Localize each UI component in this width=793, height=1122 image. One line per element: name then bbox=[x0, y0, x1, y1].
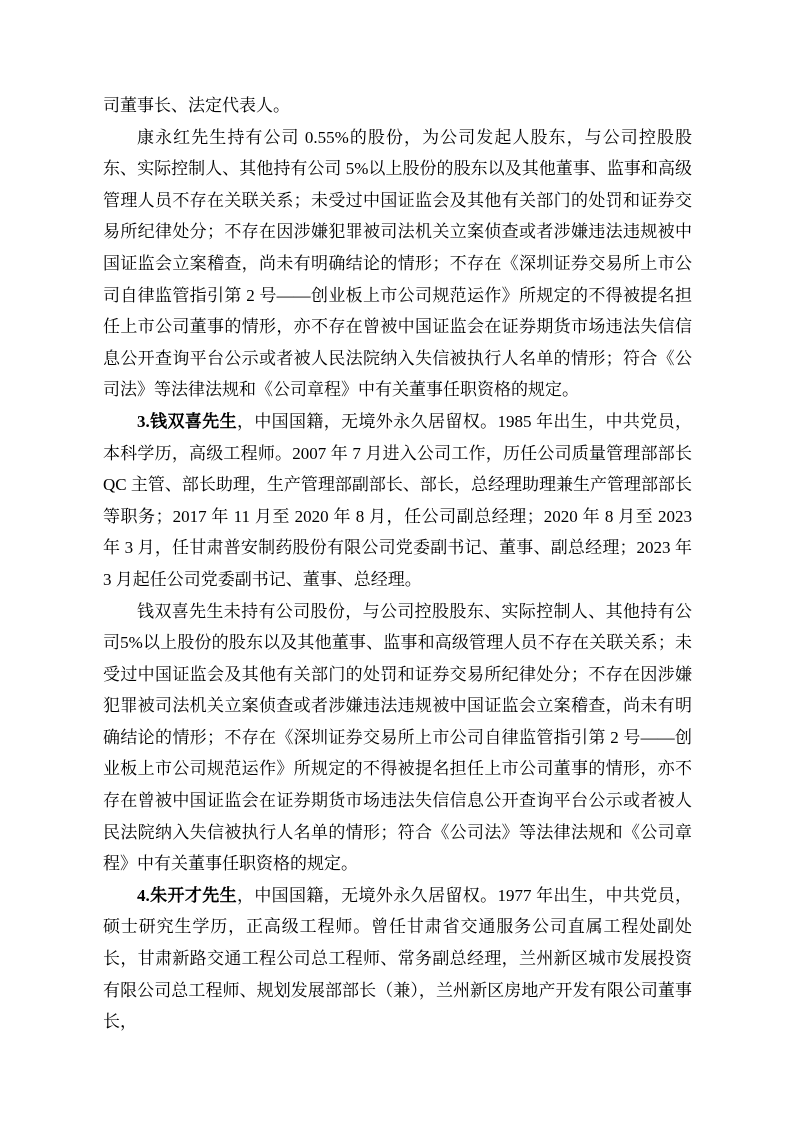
text-run: 钱双喜先生未持有公司股份，与公司控股股东、实际控制人、其他持有公司5%以上股份的股东以及其他董事、监事和高级管理人员不存在关联关系；未受过中国证监会及其他有关部门的处罚和证券交易所纪律处分；不存在因涉嫌犯罪被司法机关立案侦查或者涉嫌违法违规被中国证监会立案稽查，尚未有明确结论的情形；不存在《深圳证券交易所上市公司自律监管指引第 2 号——创业板上市公司规范运作》所规定的不得被提名担任上市公司董事的情形，亦不存在曾被中国证监会在证券期货市场违法失信信息公开查询平台公示或者被人民法院纳入失信被执行人名单的情形；符合《公司法》等法律法规和《公司章程》中有关董事任职资格的规定。 bbox=[103, 601, 692, 874]
paragraph-2 bbox=[103, 122, 692, 406]
paragraph-5 bbox=[103, 880, 692, 1038]
text-run: ，中国国籍，无境外永久居留权。1985 年出生，中共党员，本科学历，高级工程师。2007 年 7 月进入公司工作，历任公司质量管理部部长QC 主管、部长助理，生产管理部副部长、部长，总经理助理兼生产管理部部长等职务；2017 年 11 月至 2020 年 8 月，任公司副总经理；2020 年 8 月至 2023 年 3 月，任甘肃普安制药股份有限公司党委副书记、董事、副总经理；2023 年 3 月起任公司党委副书记、董事、总经理。 bbox=[103, 411, 693, 589]
paragraph-4 bbox=[103, 596, 692, 880]
text-run: 康永红先生持有公司 0.55%的股份，为公司发起人股东，与公司控股股东、实际控制人、其他持有公司 5%以上股份的股东以及其他董事、监事和高级管理人员不存在关联关系；未受过中国证监会及其他有关部门的处罚和证券交易所纪律处分；不存在因涉嫌犯罪被司法机关立案侦查或者涉嫌违法违规被中国证监会立案稽查，尚未有明确结论的情形；不存在《深圳证券交易所上市公司自律监管指引第 2 号——创业板上市公司规范运作》所规定的不得被提名担任上市公司董事的情形，亦不存在曾被中国证监会在证券期货市场违法失信信息公开查询平台公示或者被人民法院纳入失信被执行人名单的情形；符合《公司法》等法律法规和《公司章程》中有关董事任职资格的规定。 bbox=[103, 127, 692, 400]
text-run: ，中国国籍，无境外永久居留权。1977 年出生，中共党员，硕士研究生学历，正高级工程师。曾任甘肃省交通服务公司直属工程处副处长，甘肃新路交通工程公司总工程师、常务副总经理，兰州新区城市发展投资有限公司总工程师、规划发展部部长（兼），兰州新区房地产开发有限公司董事长， bbox=[103, 885, 693, 1032]
document-body bbox=[103, 90, 692, 1038]
director-name: 4.朱开才先生 bbox=[137, 885, 237, 905]
director-name: 3.钱双喜先生 bbox=[137, 411, 237, 431]
text-run: 司董事长、法定代表人。 bbox=[103, 96, 290, 115]
paragraph-1 bbox=[103, 90, 692, 122]
paragraph-3 bbox=[103, 406, 692, 596]
